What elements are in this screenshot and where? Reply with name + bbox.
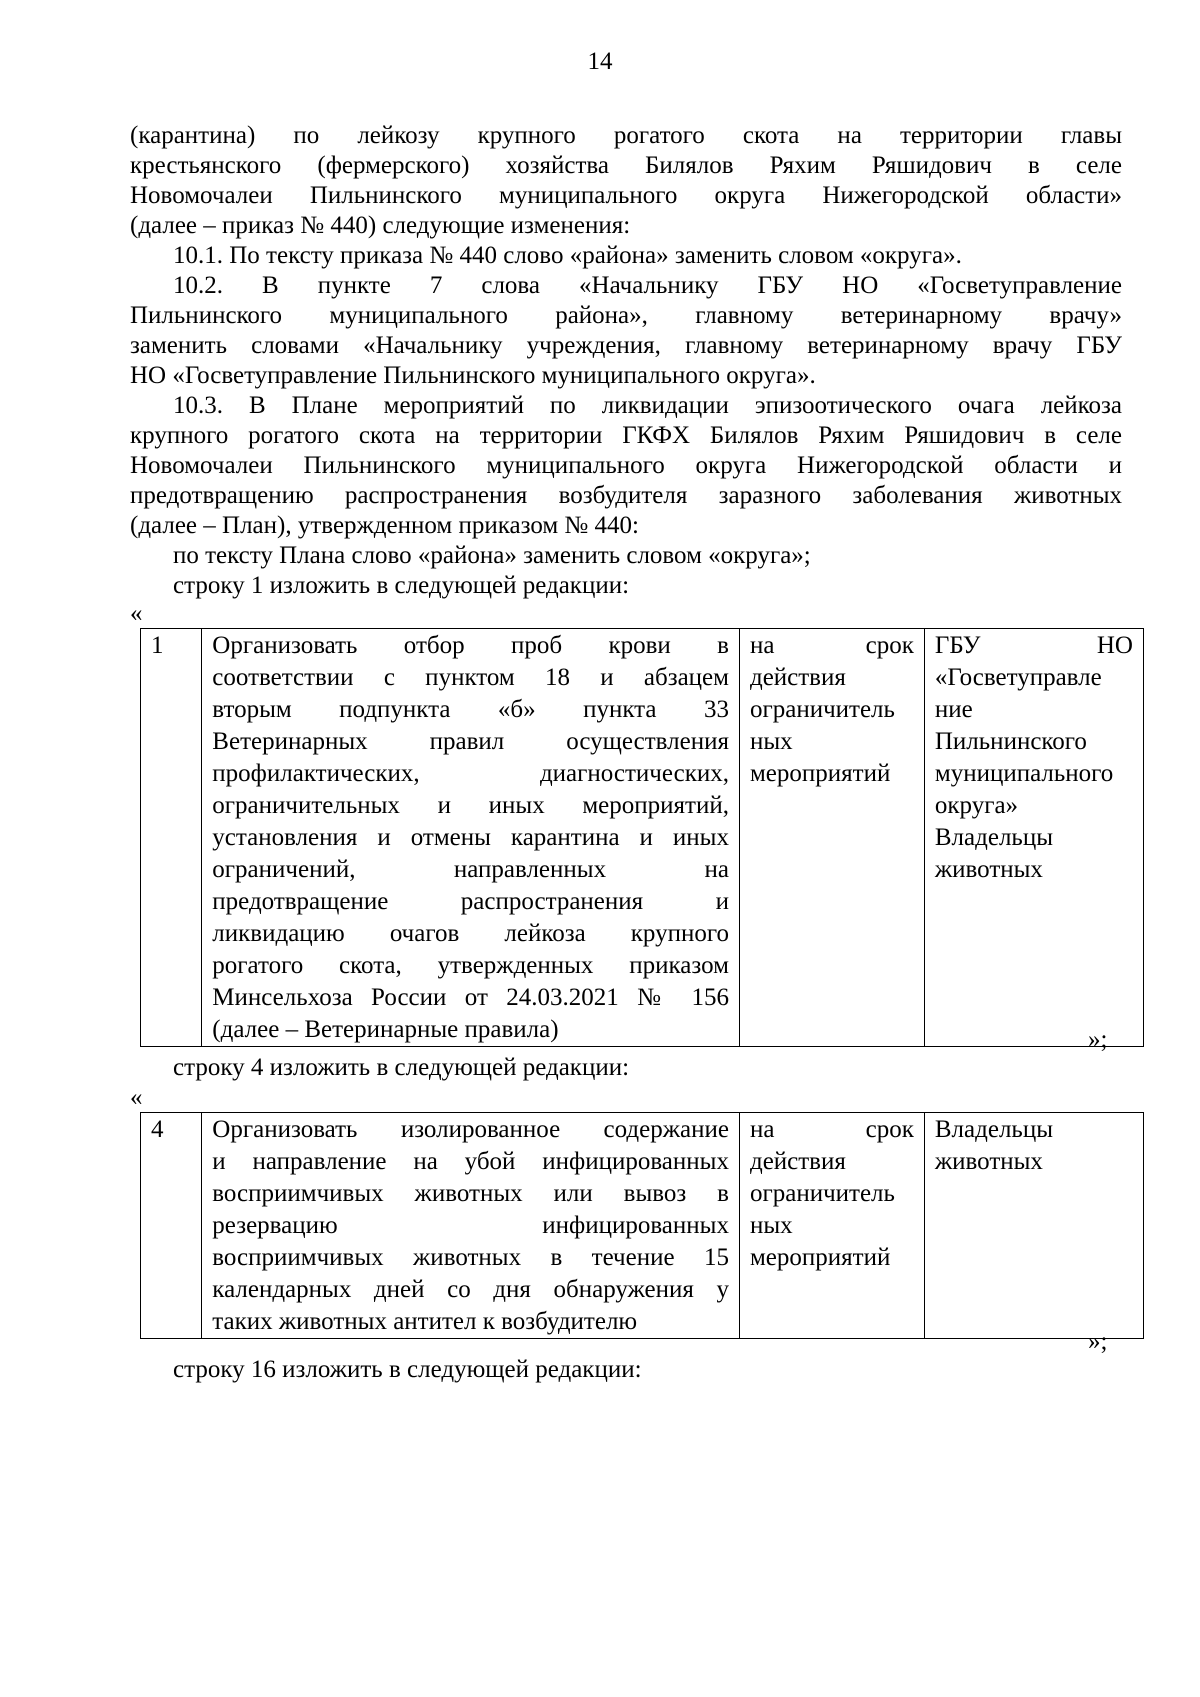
row4-instruction: строку 4 изложить в следующей редакции:	[173, 1054, 630, 1081]
closing-quote: »;	[1088, 1328, 1108, 1355]
responsible-line: Владельцы	[934, 1116, 1053, 1143]
intro-line: (карантина) по лейкозу крупного рогатого скота на территории главы	[130, 122, 1122, 149]
action-line: (далее – Ветеринарные правила)	[212, 1016, 559, 1043]
item-10-3-line: предотвращению распространения возбудителя заразного заболевания животных	[130, 482, 1122, 509]
responsible-line: Владельцы	[934, 824, 1053, 851]
term-line: на срок	[749, 1116, 914, 1143]
term-line: ограничитель	[749, 696, 895, 723]
page-number: 14	[587, 48, 613, 75]
plan-row-4-table	[140, 1112, 1144, 1339]
table-row	[141, 1113, 1144, 1339]
item-10-2-line: 10.2. В пункте 7 слова «Начальнику ГБУ НО «Госветуправление	[173, 272, 1122, 299]
row16-instruction: строку 16 изложить в следующей редакции:	[173, 1356, 642, 1383]
term-cell	[739, 629, 924, 1047]
action-line: Организовать отбор проб крови в	[212, 632, 729, 659]
plan-row-1-table	[140, 628, 1144, 1047]
term-line: действия	[749, 1148, 846, 1175]
responsible-line: Пильнинского	[934, 728, 1087, 755]
responsible-line: животных	[934, 856, 1043, 883]
action-line: предотвращение распространения и	[212, 888, 729, 915]
opening-quote: «	[130, 600, 143, 627]
responsible-line: животных	[934, 1148, 1043, 1175]
responsible-line: округа»	[934, 792, 1019, 819]
responsible-line: ние	[934, 696, 973, 723]
opening-quote: «	[130, 1084, 143, 1111]
responsible-line: муниципального	[934, 760, 1114, 787]
item-10-3-line: (далее – План), утвержденном приказом № 440:	[130, 512, 639, 539]
term-line: ограничитель	[749, 1180, 895, 1207]
action-line: соответствии с пунктом 18 и абзацем	[212, 664, 729, 691]
responsible-line: «Госветуправле	[934, 664, 1102, 691]
action-line: таких животных антител к возбудителю	[212, 1308, 638, 1335]
term-line: ных	[749, 728, 793, 755]
item-10-2-line: НО «Госветуправление Пильнинского муниципального округа».	[130, 362, 816, 389]
item-10-1: 10.1. По тексту приказа № 440 слово «района» заменить словом «округа».	[173, 242, 962, 269]
action-line: ограничений, направленных на	[212, 856, 729, 883]
action-line: ликвидацию очагов лейкоза крупного	[212, 920, 729, 947]
action-line: восприимчивых животных или вывоз в	[212, 1180, 729, 1207]
action-line: рогатого скота, утвержденных приказом	[212, 952, 729, 979]
item-10-3-line: 10.3. В Плане мероприятий по ликвидации эпизоотического очага лейкоза	[173, 392, 1122, 419]
term-cell	[739, 1113, 924, 1339]
action-line: восприимчивых животных в течение 15	[212, 1244, 729, 1271]
action-line: Организовать изолированное содержание	[212, 1116, 729, 1143]
item-10-2-line: Пильнинского муниципального района», главному ветеринарному врачу»	[130, 302, 1122, 329]
term-line: ных	[749, 1212, 793, 1239]
row-number: 4	[141, 1113, 202, 1339]
closing-quote: »;	[1088, 1026, 1108, 1053]
action-line: календарных дней со дня обнаружения у	[212, 1276, 729, 1303]
item-10-3-line: Новомочалеи Пильнинского муниципального округа Нижегородской области и	[130, 452, 1122, 479]
term-line: на срок	[749, 632, 914, 659]
intro-line: (далее – приказ № 440) следующие изменения:	[130, 212, 631, 239]
intro-line: Новомочалеи Пильнинского муниципального округа Нижегородской области»	[130, 182, 1122, 209]
action-line: ограничительных и иных мероприятий,	[212, 792, 729, 819]
action-cell	[202, 629, 740, 1047]
action-line: Ветеринарных правил осуществления	[212, 728, 729, 755]
item-10-2-line: заменить словами «Начальнику учреждения, главному ветеринарному врачу ГБУ	[130, 332, 1122, 359]
term-line: мероприятий	[749, 760, 891, 787]
row1-instruction: строку 1 изложить в следующей редакции:	[173, 572, 630, 599]
responsible-cell	[924, 1113, 1143, 1339]
action-line: вторым подпункта «б» пункта 33	[212, 696, 729, 723]
intro-line: крестьянского (фермерского) хозяйства Билялов Ряхим Ряшидович в селе	[130, 152, 1122, 179]
action-line: Минсельхоза России от 24.03.2021 № 156	[212, 984, 729, 1011]
plan-text-instruction: по тексту Плана слово «района» заменить словом «округа»;	[173, 542, 811, 569]
action-line: резервацию инфицированных	[212, 1212, 729, 1239]
term-line: действия	[749, 664, 846, 691]
responsible-cell	[924, 629, 1143, 1047]
action-line: профилактических, диагностических,	[212, 760, 729, 787]
action-cell	[202, 1113, 740, 1339]
action-line: установления и отмены карантина и иных	[212, 824, 729, 851]
responsible-line: ГБУ НО	[934, 632, 1133, 659]
term-line: мероприятий	[749, 1244, 891, 1271]
row-number: 1	[141, 629, 202, 1047]
table-row	[141, 629, 1144, 1047]
action-line: и направление на убой инфицированных	[212, 1148, 729, 1175]
item-10-3-line: крупного рогатого скота на территории ГКФХ Билялов Ряхим Ряшидович в селе	[130, 422, 1122, 449]
